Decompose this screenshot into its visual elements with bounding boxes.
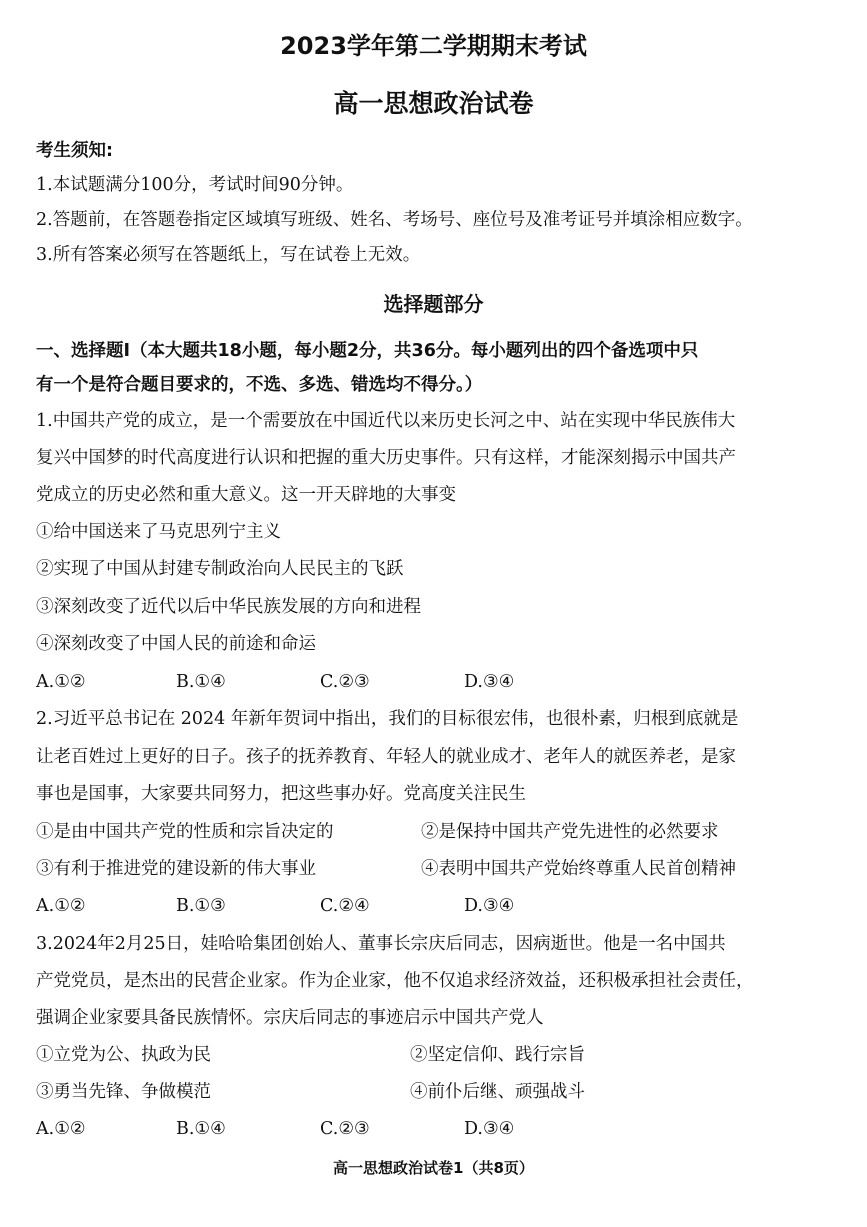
question-3-stem: 强调企业家要具备民族情怀。宗庆后同志的事迹启示中国共产党人 — [36, 1008, 544, 1028]
question-1-choice-a: A.①② — [36, 672, 86, 692]
notice-heading: 考生须知: — [36, 141, 113, 161]
question-3-item: ④前仆后继、顽强战斗 — [410, 1082, 585, 1102]
question-1-stem: 党成立的历史必然和重大意义。这一开天辟地的大事变 — [36, 485, 456, 505]
question-3-choice-c: C.②③ — [320, 1119, 370, 1139]
page-footer: 高一思想政治试卷1（共8页） — [333, 1159, 534, 1177]
question-2-choice-b: B.①③ — [176, 896, 226, 916]
question-1-stem: 复兴中国梦的时代高度进行认识和把握的重大历史事件。只有这样，才能深刻揭示中国共产 — [36, 448, 736, 468]
question-3-choice-b: B.①④ — [176, 1119, 226, 1139]
part-instructions: 一、选择题Ⅰ（本大题共18小题，每小题2分，共36分。每小题列出的四个备选项中只 — [36, 341, 699, 361]
section-title: 选择题部分 — [383, 292, 484, 316]
question-1-choice-d: D.③④ — [464, 672, 515, 692]
question-3-choice-d: D.③④ — [464, 1119, 515, 1139]
question-1-item: ④深刻改变了中国人民的前途和命运 — [36, 634, 316, 654]
question-1-item: ①给中国送来了马克思列宁主义 — [36, 522, 281, 542]
question-3-stem: 产党党员，是杰出的民营企业家。作为企业家，他不仅追求经济效益，还积极承担社会责任， — [36, 971, 754, 991]
question-3-item: ②坚定信仰、践行宗旨 — [410, 1045, 585, 1065]
question-2-stem: 2.习近平总书记在 2024 年新年贺词中指出，我们的目标很宏伟，也很朴素，归根到底就是 — [36, 709, 739, 729]
question-2-choice-d: D.③④ — [464, 896, 515, 916]
question-3-item: ①立党为公、执政为民 — [36, 1045, 211, 1065]
notice-item: 1.本试题满分100分，考试时间90分钟。 — [36, 175, 354, 195]
question-1-choice-c: C.②③ — [320, 672, 370, 692]
question-3-choice-a: A.①② — [36, 1119, 86, 1139]
exam-subtitle: 高一思想政治试卷 — [333, 89, 534, 118]
question-3-stem: 3.2024年2月25日，娃哈哈集团创始人、董事长宗庆后同志，因病逝世。他是一名中国共 — [36, 934, 726, 954]
question-2-choice-c: C.②④ — [320, 896, 370, 916]
question-2-choice-a: A.①② — [36, 896, 86, 916]
part-instructions: 有一个是符合题目要求的，不选、多选、错选均不得分。） — [36, 375, 483, 395]
question-2-item: ③有利于推进党的建设新的伟大事业 — [36, 859, 316, 879]
exam-title: 2023学年第二学期期末考试 — [280, 32, 587, 60]
question-2-item: ④表明中国共产党始终尊重人民首创精神 — [421, 859, 736, 879]
question-2-item: ①是由中国共产党的性质和宗旨决定的 — [36, 822, 334, 842]
question-3-item: ③勇当先锋、争做模范 — [36, 1082, 211, 1102]
question-1-item: ②实现了中国从封建专制政治向人民民主的飞跃 — [36, 559, 404, 579]
question-1-stem: 1.中国共产党的成立，是一个需要放在中国近代以来历史长河之中、站在实现中华民族伟大 — [36, 411, 736, 431]
question-2-stem: 事也是国事，大家要共同努力，把这些事办好。党高度关注民生 — [36, 784, 526, 804]
question-1-item: ③深刻改变了近代以后中华民族发展的方向和进程 — [36, 597, 421, 617]
question-2-stem: 让老百姓过上更好的日子。孩子的抚养教育、年轻人的就业成才、老年人的就医养老，是家 — [36, 747, 736, 767]
question-2-item: ②是保持中国共产党先进性的必然要求 — [421, 822, 719, 842]
question-1-choice-b: B.①④ — [176, 672, 226, 692]
notice-item: 3.所有答案必须写在答题纸上，写在试卷上无效。 — [36, 245, 421, 265]
notice-item: 2.答题前，在答题卷指定区域填写班级、姓名、考场号、座位号及准考证号并填涂相应数字。 — [36, 210, 753, 230]
